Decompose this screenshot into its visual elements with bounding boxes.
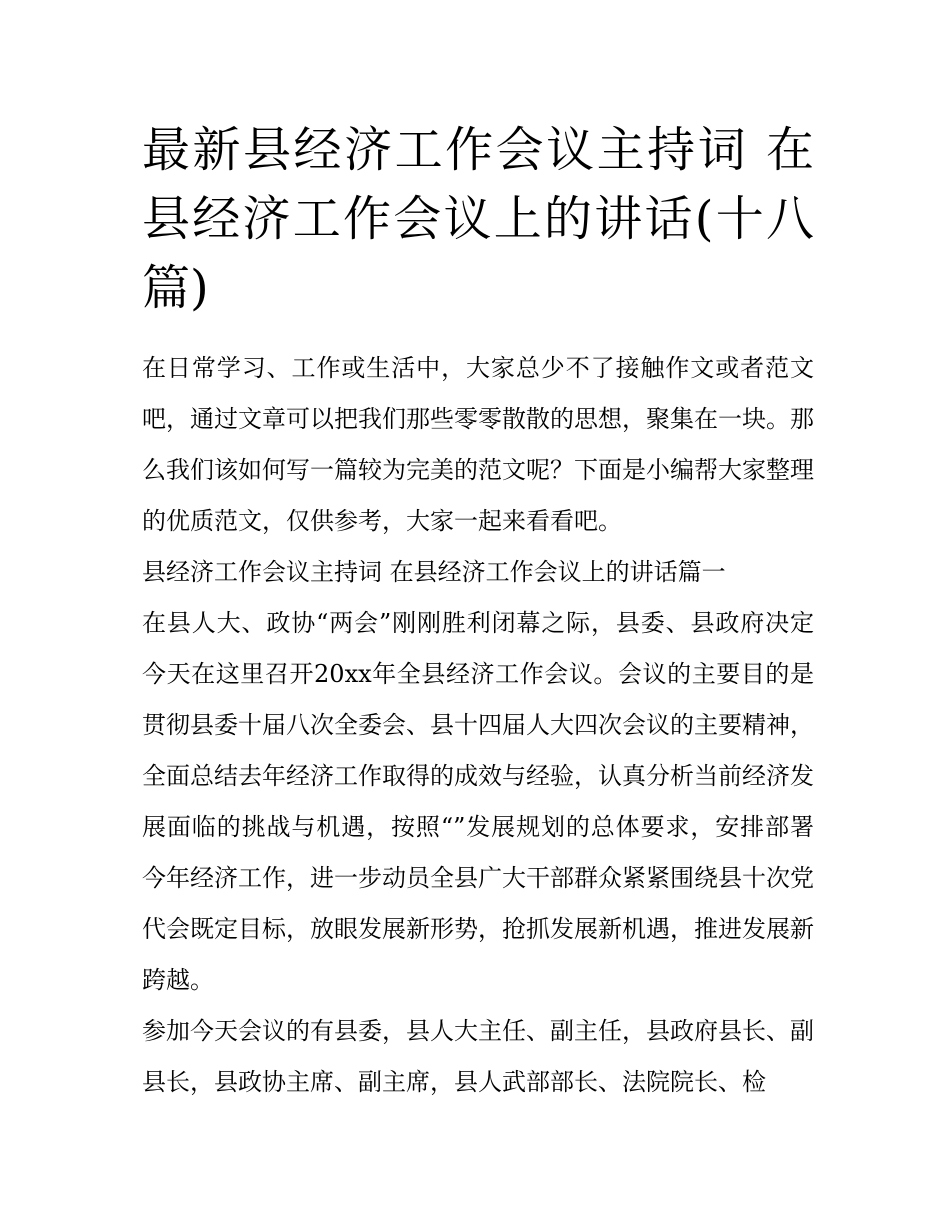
section-heading: 县经济工作会议主持词 在县经济工作会议上的讲话篇一 <box>142 558 726 586</box>
intro-paragraph: 在日常学习、工作或生活中，大家总少不了接触作文或者范文吧，通过文章可以把我们那些零零散散的思想，聚集在一块。那么我们该如何写一篇较为完美的范文呢？下面是小编帮大家整理的优质范文，仅供参考，大家一起来看看吧。 <box>142 354 814 535</box>
document-content <box>142 116 814 1108</box>
body-paragraph: 在县人大、政协“两会”刚刚胜利闭幕之际，县委、县政府决定今天在这里召开20xx年全县经济工作会议。会议的主要目的是贯彻县委十届八次全委会、县十四届人大四次会议的主要精神，全面总结去年经济工作取得的成效与经验，认真分析当前经济发展面临的挑战与机遇，按照“”发展规划的总体要求，安排部署今年经济工作，进一步动员全县广大干部群众紧紧围绕县十次党代会既定目标，放眼发展新形势，抢抓发展新机遇，推进发展新跨越。 <box>142 609 814 994</box>
document-body <box>142 343 814 1108</box>
document-title: 最新县经济工作会议主持词 在县经济工作会议上的讲话(十八篇) <box>142 122 814 316</box>
body-paragraph: 参加今天会议的有县委，县人大主任、副主任，县政府县长、副县长，县政协主席、副主席，县人武部部长、法院院长、检 <box>142 1017 814 1096</box>
